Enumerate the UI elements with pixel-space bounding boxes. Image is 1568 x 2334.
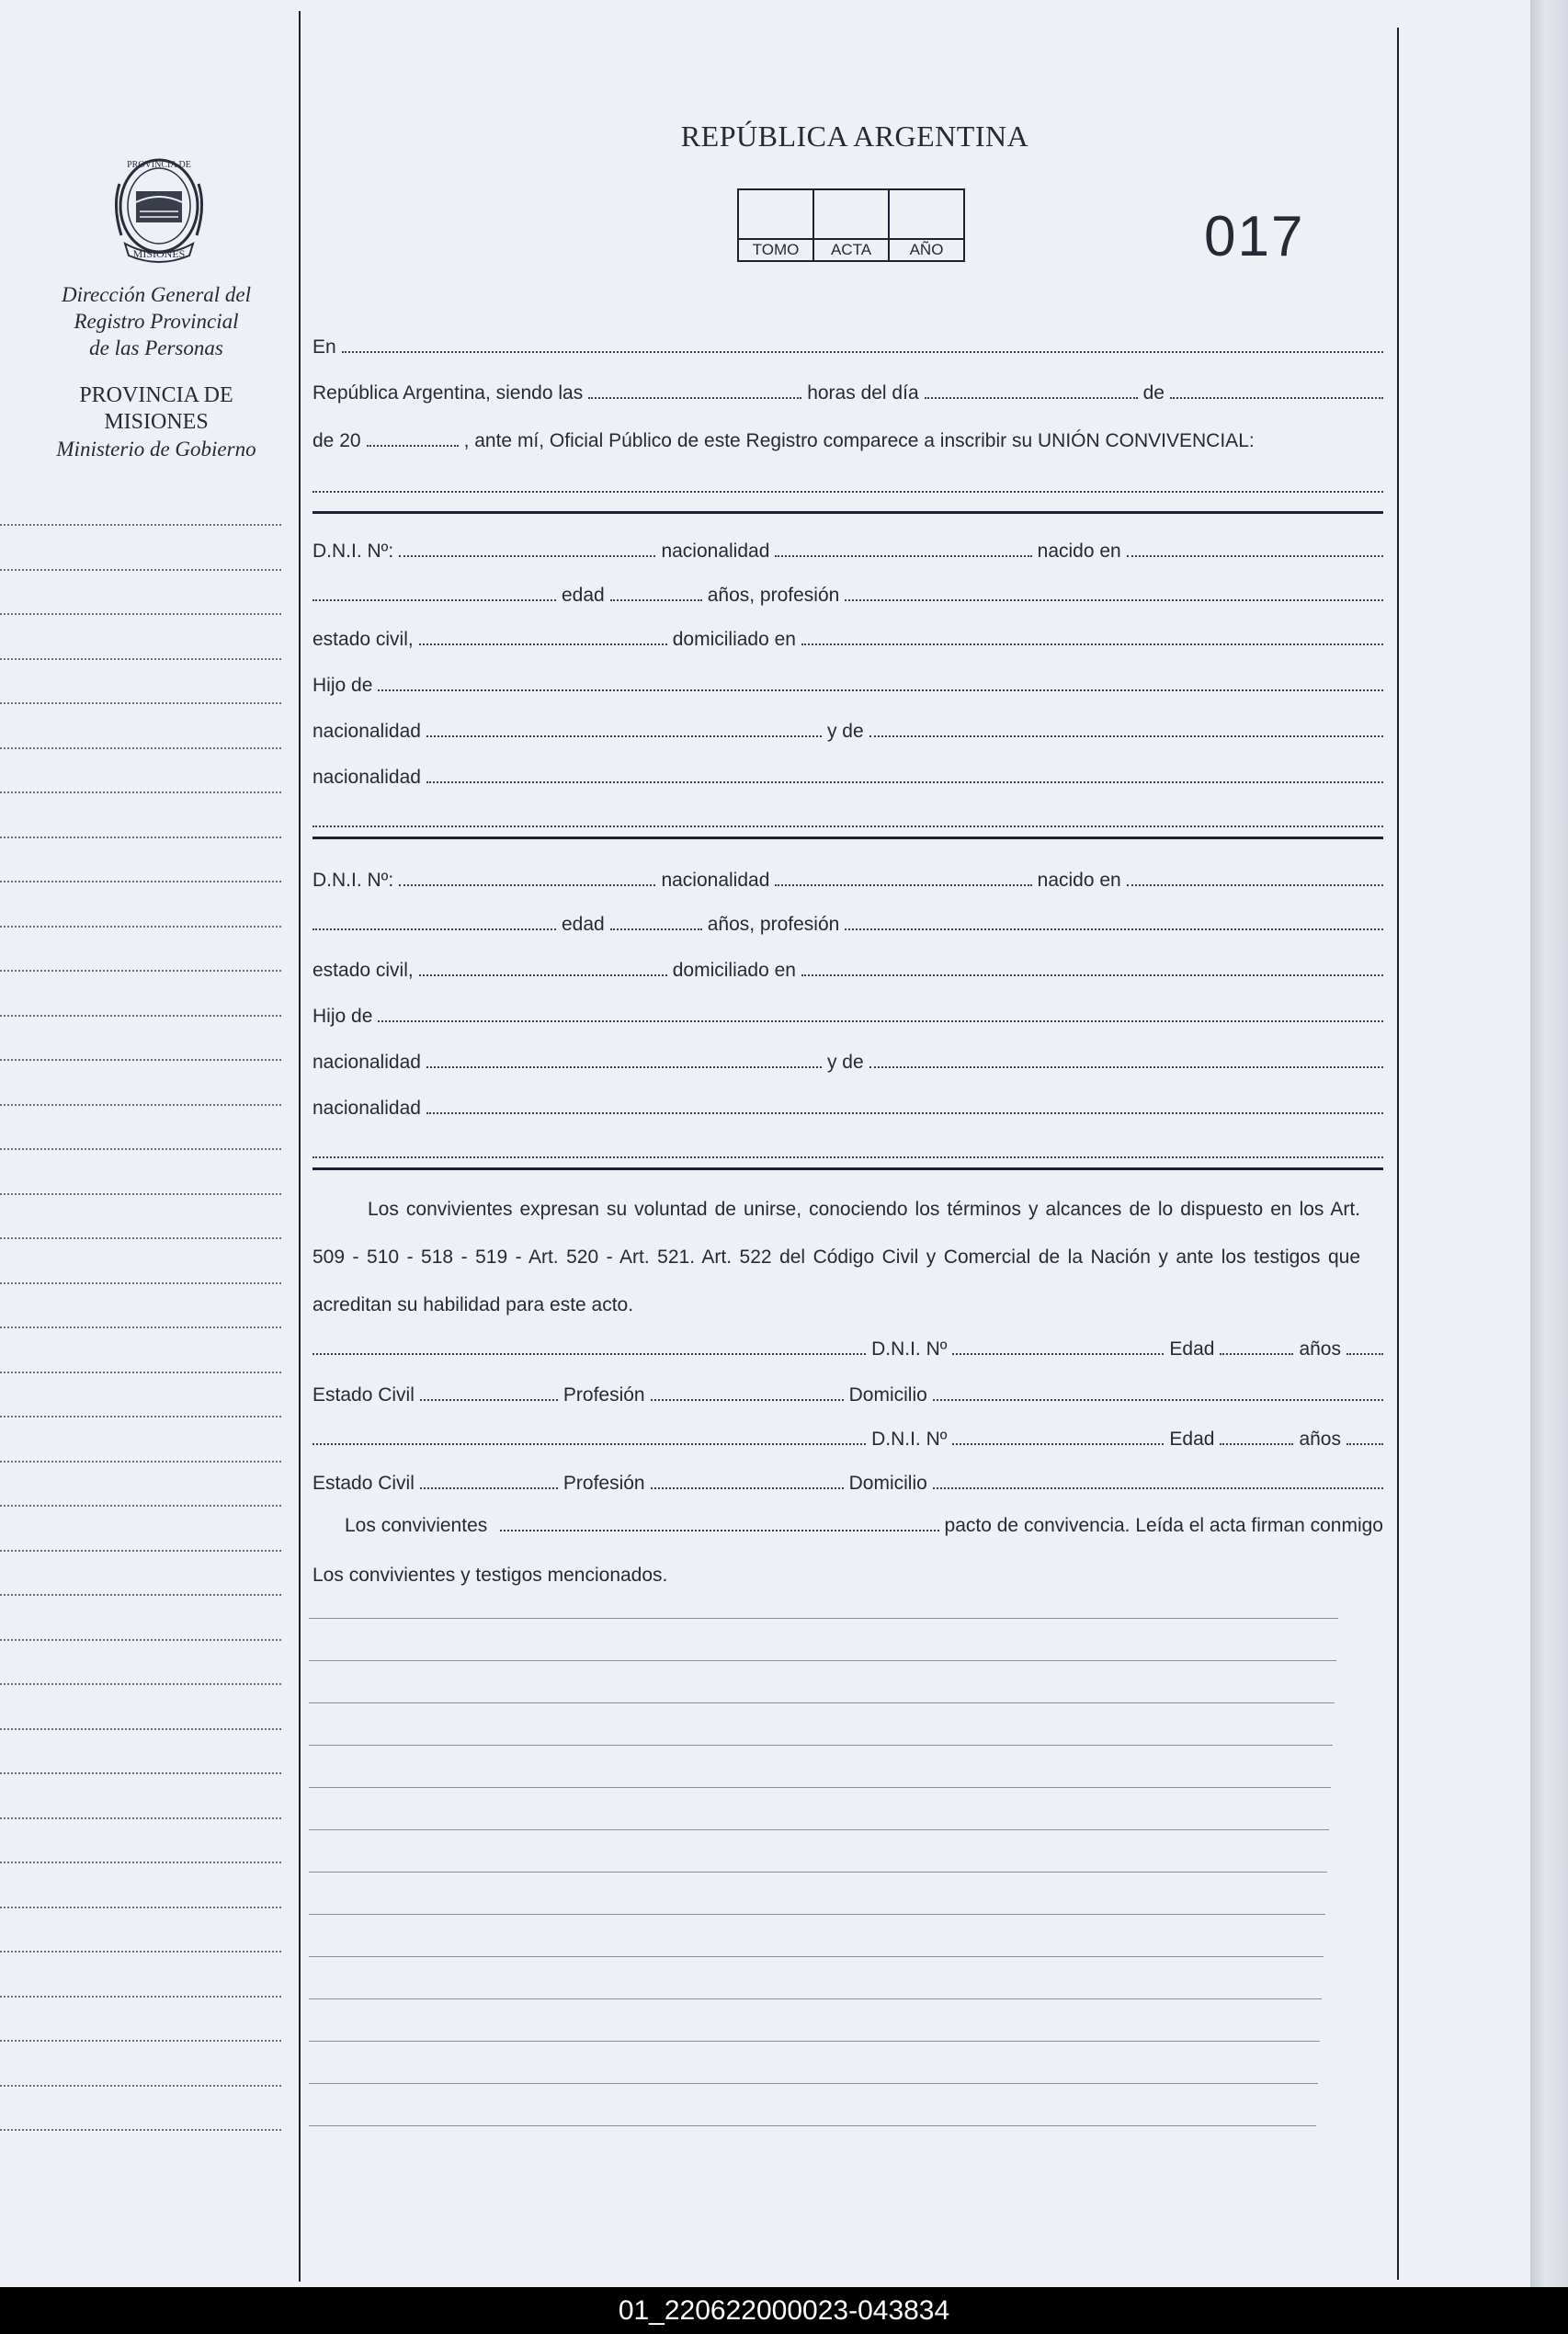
anio-field[interactable]: [889, 189, 964, 239]
stub-line: [0, 1594, 281, 1596]
stub-line: [0, 1326, 281, 1328]
person1-parent1-field[interactable]: [378, 689, 1383, 691]
stub-line: [0, 524, 281, 526]
stub-line: [0, 1461, 281, 1463]
witness1-marital-field[interactable]: [420, 1399, 558, 1401]
witness2-name-field[interactable]: [312, 1443, 866, 1445]
person2-line-2: edad años, profesión: [312, 906, 1383, 936]
person2-line-6: nacionalidad: [312, 1090, 1383, 1120]
agency-name: Dirección General del Registro Provincial de las Personas: [61, 283, 252, 359]
declaration-paragraph: Los convivientes expresan su voluntad de unirse, conociendo los términos y alcances de lo dispuesto en los Art. 509 - 510 - 518 - 519 - Art. 520 - Art. 521. Art. 522 del Código Civil y Comercial de la Nación y ante los testigos que acreditan su habilidad para este acto.: [312, 1199, 1360, 1315]
person2-parent2-field[interactable]: [869, 1066, 1383, 1068]
left-border-line: [299, 11, 301, 2282]
stub-line: [0, 926, 281, 928]
person1-marital-field[interactable]: [419, 643, 667, 645]
person2-nationality-field[interactable]: [775, 884, 1031, 886]
person1-extra-field[interactable]: [312, 825, 1383, 827]
person2-parent2-nationality-field[interactable]: [426, 1112, 1383, 1114]
intro-extra-field[interactable]: [312, 491, 1383, 493]
acta-label: ACTA: [813, 239, 889, 261]
stub-line: [0, 2040, 281, 2042]
stub-line: [0, 970, 281, 972]
person1-profession-field[interactable]: [845, 599, 1383, 601]
intro-line-2: República Argentina, siendo las horas del día de: [312, 375, 1383, 404]
person1-nationality-field[interactable]: [775, 555, 1031, 557]
month-field[interactable]: [1170, 397, 1383, 399]
person2-marital-field[interactable]: [419, 974, 667, 976]
person1-age-field[interactable]: [610, 599, 702, 601]
stub-line: [0, 1862, 281, 1863]
day-field[interactable]: [925, 397, 1138, 399]
document-title: REPÚBLICA ARGENTINA: [680, 120, 1029, 153]
stub-line: [0, 569, 281, 571]
person1-line-5: nacionalidad y de: [312, 713, 1383, 743]
person1-parent2-field[interactable]: [869, 735, 1383, 737]
witness1-profession-field[interactable]: [651, 1399, 844, 1401]
stub-line: [0, 747, 281, 749]
note-line: [309, 1745, 1333, 1746]
witness1-line-1: D.N.I. Nº Edad años: [312, 1331, 1383, 1361]
person2-birthplace-field[interactable]: [1127, 884, 1383, 886]
note-line: [309, 1914, 1325, 1915]
note-line: [309, 1956, 1324, 1957]
person1-line-7: [312, 803, 1383, 833]
stub-line: [0, 1015, 281, 1017]
witness2-line-2: Estado Civil Profesión Domicilio: [312, 1465, 1383, 1495]
stub-line: [0, 1639, 281, 1641]
stub-line: [0, 1372, 281, 1373]
place-field[interactable]: [342, 351, 1383, 353]
stub-line: [0, 702, 281, 704]
witness2-marital-field[interactable]: [420, 1487, 558, 1489]
stub-line: [0, 1728, 281, 1730]
stub-line: [0, 2129, 281, 2131]
note-line: [309, 1618, 1338, 1619]
stub-line: [0, 613, 281, 615]
person1-address-field[interactable]: [801, 643, 1383, 645]
stub-line: [0, 1059, 281, 1061]
note-line: [309, 2041, 1320, 2042]
stub-lines: [0, 524, 283, 2169]
note-line: [309, 2125, 1316, 2126]
stub-line: [0, 1817, 281, 1819]
person2-age-field[interactable]: [610, 928, 702, 930]
note-line: [309, 1702, 1335, 1703]
stub-line: [0, 1505, 281, 1507]
stub-line: [0, 1148, 281, 1150]
tomo-label: TOMO: [738, 239, 813, 261]
witness1-age-field[interactable]: [1220, 1353, 1293, 1355]
witness2-profession-field[interactable]: [651, 1487, 844, 1489]
section-divider: [312, 511, 1383, 514]
witness1-dni-field[interactable]: [952, 1353, 1164, 1355]
witness1-domicile-field[interactable]: [933, 1399, 1383, 1401]
person2-profession-field[interactable]: [845, 928, 1383, 930]
stub-line: [0, 837, 281, 838]
note-line: [309, 1660, 1336, 1661]
person2-line-5: nacionalidad y de: [312, 1044, 1383, 1074]
stub-line: [0, 1416, 281, 1417]
witness2-dni-field[interactable]: [952, 1443, 1164, 1445]
stub-line: [0, 1550, 281, 1552]
acta-field[interactable]: [813, 189, 889, 239]
province-seal-logo: [103, 147, 215, 267]
ministry-name: Ministerio de Gobierno: [56, 438, 256, 461]
pact-field[interactable]: [500, 1530, 938, 1531]
witness2-years-tail: [1346, 1443, 1383, 1445]
note-line: [309, 2083, 1318, 2084]
stub-line: [0, 1907, 281, 1908]
witness2-age-field[interactable]: [1220, 1443, 1293, 1445]
seal-text-top: PROVINCIA DE: [127, 160, 191, 170]
person1-line-2: edad años, profesión: [312, 577, 1383, 607]
stub-line: [0, 1282, 281, 1284]
note-line: [309, 1998, 1322, 1999]
year-field[interactable]: [367, 445, 459, 447]
person1-birthplace-field[interactable]: [1127, 555, 1383, 557]
person1-line-3: estado civil, domiciliado en: [312, 621, 1383, 651]
person2-line-1: D.N.I. Nº: nacionalidad nacido en: [312, 862, 1383, 892]
note-line: [309, 1829, 1329, 1830]
person2-line-4: Hijo de: [312, 998, 1383, 1028]
person2-birthplace-cont-field[interactable]: [312, 928, 556, 930]
person2-address-field[interactable]: [801, 974, 1383, 976]
person1-line-4: Hijo de: [312, 667, 1383, 697]
tomo-field[interactable]: [738, 189, 813, 239]
person2-dni-field[interactable]: [399, 884, 655, 886]
person2-parent1-field[interactable]: [378, 1020, 1383, 1022]
act-number: 017: [1204, 205, 1305, 268]
witness2-domicile-field[interactable]: [933, 1487, 1383, 1489]
stub-column: [0, 0, 294, 2287]
closing-line-2: Los convivientes y testigos mencionados.: [312, 1565, 668, 1586]
person1-line-1: D.N.I. Nº: nacionalidad nacido en: [312, 533, 1383, 563]
registry-table: [737, 188, 965, 262]
witness1-years-tail: [1346, 1353, 1383, 1355]
note-line: [309, 1787, 1331, 1788]
witness2-line-1: D.N.I. Nº Edad años: [312, 1421, 1383, 1451]
person1-dni-field[interactable]: [399, 555, 655, 557]
anio-label: AÑO: [889, 239, 964, 261]
page-edge: [1530, 0, 1568, 2287]
stub-line: [0, 1683, 281, 1685]
stub-line: [0, 2085, 281, 2087]
stub-line: [0, 1996, 281, 1998]
stub-line: [0, 1193, 281, 1195]
person2-extra-field[interactable]: [312, 1156, 1383, 1158]
province-name: PROVINCIA DE MISIONES: [79, 383, 233, 434]
note-line: [309, 1872, 1327, 1873]
intro-line-3: de 20 , ante mí, Oficial Público de este Registro comparece a inscribir su UNIÓN CONVIVENCIAL:: [312, 430, 1255, 451]
section-divider: [312, 1167, 1383, 1170]
closing-line-1: Los convivientes pacto de convivencia. Leída el acta firman conmigo: [345, 1515, 1383, 1536]
person1-parent2-nationality-field[interactable]: [426, 781, 1383, 783]
stub-line: [0, 1951, 281, 1953]
right-border-line: [1397, 28, 1399, 2280]
person1-parent1-nationality-field[interactable]: [426, 735, 822, 737]
stub-line: [0, 881, 281, 882]
intro-line-4: [312, 469, 1383, 498]
person1-birthplace-cont-field[interactable]: [312, 599, 556, 601]
stub-line: [0, 1237, 281, 1239]
hours-field[interactable]: [588, 397, 801, 399]
stub-line: [0, 658, 281, 660]
witness1-name-field[interactable]: [312, 1353, 866, 1355]
section-divider: [312, 837, 1383, 839]
seal-text-bottom: MISIONES: [132, 247, 186, 260]
intro-line-1: En: [312, 329, 1383, 359]
witness1-line-2: Estado Civil Profesión Domicilio: [312, 1377, 1383, 1406]
person2-parent1-nationality-field[interactable]: [426, 1066, 822, 1068]
person2-line-3: estado civil, domiciliado en: [312, 952, 1383, 982]
stub-line: [0, 1772, 281, 1774]
person2-line-7: [312, 1134, 1383, 1164]
stub-line: [0, 791, 281, 793]
scan-footer-code: 01_220622000023-043834: [0, 2287, 1568, 2334]
person1-line-6: nacionalidad: [312, 759, 1383, 789]
stub-line: [0, 1104, 281, 1106]
